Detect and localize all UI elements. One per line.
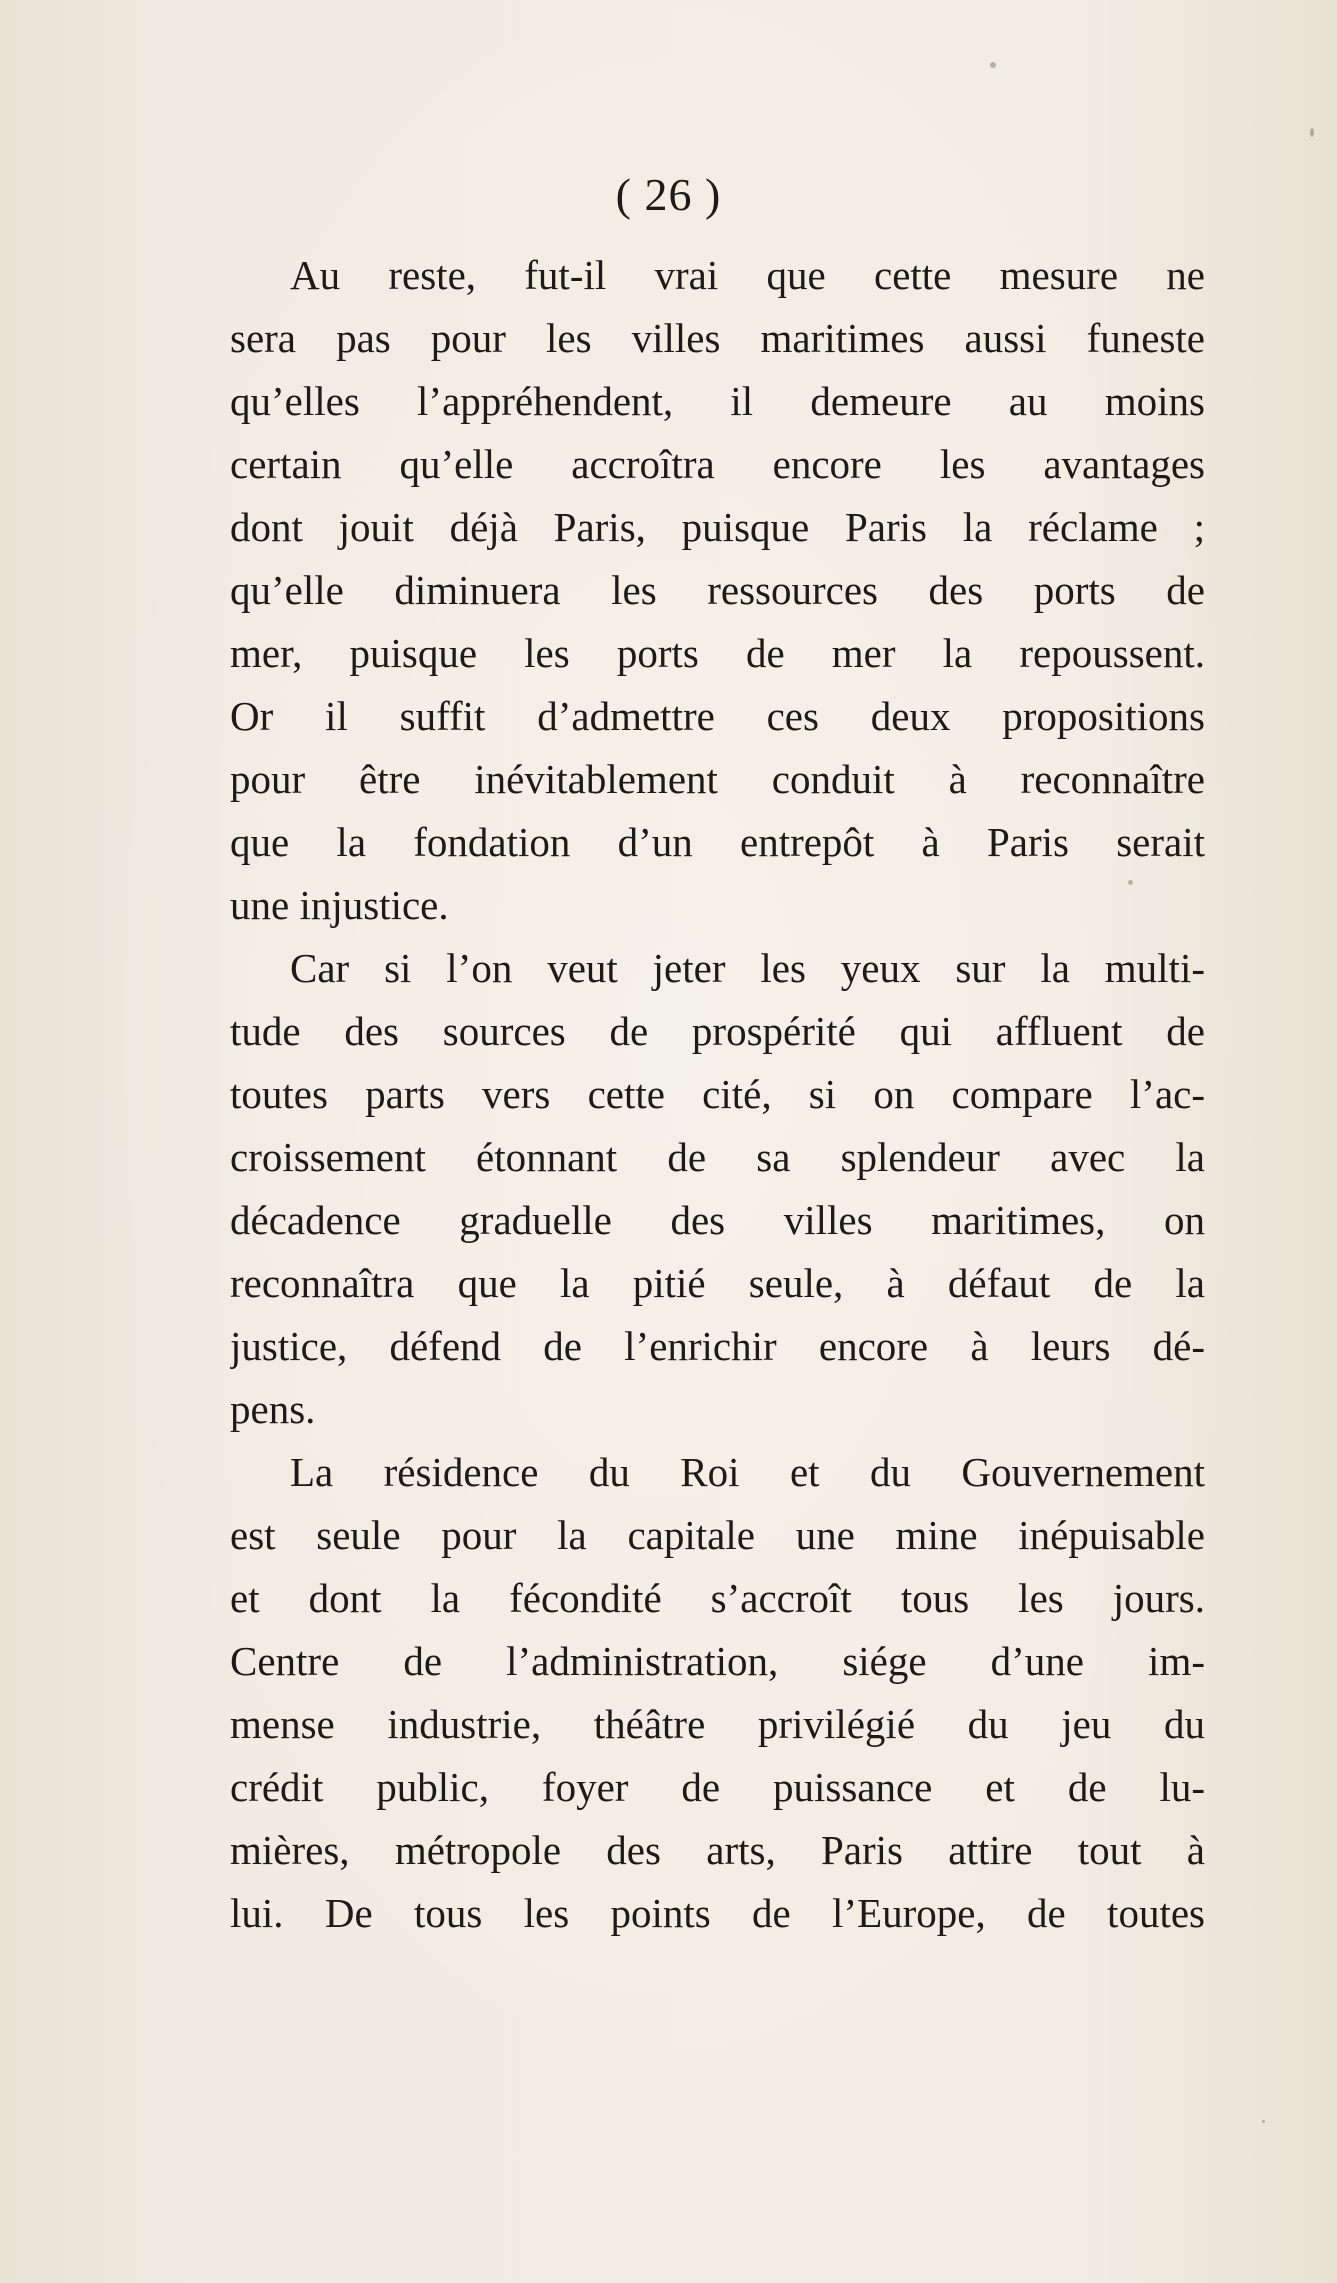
text-line: sera pas pour les villes maritimes aussi funeste — [230, 315, 1205, 361]
text-line: certain qu’elle accroîtra encore les avantages — [230, 441, 1205, 487]
text-line: qu’elle diminuera les ressources des ports de — [230, 567, 1205, 613]
text-line: mières, métropole des arts, Paris attire tout à — [230, 1827, 1205, 1873]
text-line: que la fondation d’un entrepôt à Paris serait — [230, 819, 1205, 865]
text-line: Centre de l’administration, siége d’une im- — [230, 1638, 1205, 1684]
text-line: toutes parts vers cette cité, si on compare l’ac- — [230, 1071, 1205, 1117]
text-line: Au reste, fut-il vrai que cette mesure ne — [290, 252, 1205, 298]
text-line: est seule pour la capitale une mine inépuisable — [230, 1512, 1205, 1558]
text-line: dont jouit déjà Paris, puisque Paris la réclame ; — [230, 504, 1205, 550]
text-line: croissement étonnant de sa splendeur avec la — [230, 1134, 1205, 1180]
text-line: lui. De tous les points de l’Europe, de toutes — [230, 1890, 1205, 1936]
text-line: crédit public, foyer de puissance et de lu- — [230, 1764, 1205, 1810]
paper-speck — [1310, 128, 1314, 137]
text-line: pens. — [230, 1386, 316, 1432]
text-line: décadence graduelle des villes maritimes, on — [230, 1197, 1205, 1243]
text-line: tude des sources de prospérité qui affluent de — [230, 1008, 1205, 1054]
text-line: La résidence du Roi et du Gouvernement — [290, 1449, 1205, 1495]
text-line: Or il suffit d’admettre ces deux propositions — [230, 693, 1205, 739]
text-line: et dont la fécondité s’accroît tous les jours. — [230, 1575, 1205, 1621]
paper-speck — [1128, 880, 1133, 885]
text-line: reconnaîtra que la pitié seule, à défaut de la — [230, 1260, 1205, 1306]
text-line: justice, défend de l’enrichir encore à leurs dé- — [230, 1323, 1205, 1369]
text-line: une injustice. — [230, 882, 449, 928]
page-number: ( 26 ) — [615, 169, 722, 220]
paper-speck — [1262, 2120, 1265, 2123]
text-line: pour être inévitablement conduit à reconnaître — [230, 756, 1205, 802]
text-line: Car si l’on veut jeter les yeux sur la multi- — [290, 945, 1205, 991]
text-line: mense industrie, théâtre privilégié du jeu du — [230, 1701, 1205, 1747]
paper-speck — [990, 62, 996, 68]
text-line: mer, puisque les ports de mer la repoussent. — [230, 630, 1205, 676]
text-line: qu’elles l’appréhendent, il demeure au moins — [230, 378, 1205, 424]
